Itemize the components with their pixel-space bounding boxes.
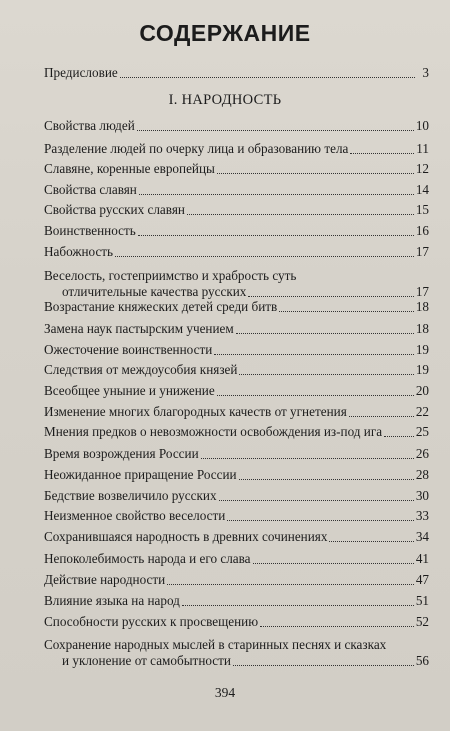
toc-leader-dots xyxy=(253,563,414,564)
toc-entry-title: Неизменное свойство веселости xyxy=(44,508,226,523)
toc-entry-continuation xyxy=(44,284,429,300)
toc-entry xyxy=(44,141,429,157)
toc-leader-dots xyxy=(115,256,414,257)
toc-entry-title: Следствия от междоусобия князей xyxy=(44,362,238,377)
toc-entry-page: 17 xyxy=(415,284,429,299)
toc-leader-dots xyxy=(217,395,414,396)
toc-leader-dots xyxy=(248,296,413,297)
toc-entry-page: 51 xyxy=(415,593,429,608)
toc-leader-dots xyxy=(138,235,414,236)
toc-entry-page: 17 xyxy=(415,244,429,259)
toc-leader-dots xyxy=(217,173,414,174)
toc-entry-title: Действие народности xyxy=(44,572,166,587)
toc-leader-dots xyxy=(349,416,414,417)
toc-entry xyxy=(44,529,429,545)
toc-entry-page: 25 xyxy=(415,424,429,439)
toc-leader-dots xyxy=(236,333,414,334)
toc-entry xyxy=(44,488,429,504)
toc-entry-page: 15 xyxy=(415,202,429,217)
toc-leader-dots xyxy=(137,130,414,131)
toc-entry-page: 12 xyxy=(415,161,429,176)
toc-entry-title: Сохранение народных мыслей в старинных песнях и сказках xyxy=(44,637,387,652)
toc-leader-dots xyxy=(187,214,414,215)
toc-entry-page: 28 xyxy=(415,467,429,482)
toc-entry-title: Свойства славян xyxy=(44,182,137,197)
toc-entry-page: 52 xyxy=(415,614,429,629)
toc-entry-title: Воинственность xyxy=(44,223,136,238)
toc-entry-title: Набожность xyxy=(44,244,114,259)
page-number: 394 xyxy=(214,685,236,700)
toc-entry-page: 30 xyxy=(415,488,429,503)
toc-entry-title: Непоколебимость народа и его слава xyxy=(44,551,251,566)
toc-entry-page: 41 xyxy=(415,551,429,566)
toc-entry xyxy=(44,202,429,218)
toc-entry-continuation xyxy=(44,653,429,669)
toc-entry-title: Влияние языка на народ xyxy=(44,593,180,608)
toc-entry xyxy=(44,362,429,378)
toc-entry-title: Способности русских к просвещению xyxy=(44,614,259,629)
toc-leader-dots xyxy=(219,500,414,501)
toc-entry xyxy=(44,342,429,358)
toc-entry xyxy=(44,467,429,483)
toc-entry-title: Ожесточение воинственности xyxy=(44,342,213,357)
toc-entry-title: Всеобщее уныние и унижение xyxy=(44,383,215,398)
toc-leader-dots xyxy=(167,584,414,585)
toc-entry-page: 22 xyxy=(415,404,429,419)
toc-entry-page: 33 xyxy=(415,508,429,523)
toc-entry-title: Свойства русских славян xyxy=(44,202,185,217)
toc-entry xyxy=(44,118,429,134)
toc-leader-dots xyxy=(329,541,413,542)
toc-entry xyxy=(44,551,429,567)
toc-entry-page: 34 xyxy=(415,529,429,544)
toc-leader-dots xyxy=(260,626,414,627)
toc-entry-title: Изменение многих благородных качеств от угнетения xyxy=(44,404,347,419)
toc-entry-title: Время возрождения России xyxy=(44,446,199,461)
toc-entry-title: Свойства людей xyxy=(44,118,135,133)
toc-entry-page: 14 xyxy=(415,182,429,197)
toc-entry-title: Веселость, гостеприимство и храбрость суть xyxy=(44,268,297,283)
toc-entry xyxy=(44,637,429,669)
toc-entry xyxy=(44,383,429,399)
toc-entry-preface xyxy=(44,65,429,81)
toc-entry-title: Предисловие xyxy=(44,65,118,80)
toc-entry xyxy=(44,446,429,462)
toc-entry xyxy=(44,508,429,524)
toc-entry-title: Сохранившаяся народность в древних сочинениях xyxy=(44,529,328,544)
toc-leader-dots xyxy=(214,354,414,355)
toc-entry-page: 11 xyxy=(416,141,429,156)
toc-entry-title: Бедствие возвеличило русских xyxy=(44,488,217,503)
toc-leader-dots xyxy=(384,436,414,437)
toc-entry-page: 56 xyxy=(415,653,429,668)
toc-entry-title: Славяне, коренные европейцы xyxy=(44,161,215,176)
toc-entry-page: 19 xyxy=(415,362,429,377)
toc-leader-dots xyxy=(233,665,414,666)
toc-entry-page: 18 xyxy=(415,321,429,336)
toc-entry-page: 18 xyxy=(415,299,429,314)
section-heading: I. НАРОДНОСТЬ xyxy=(168,92,282,108)
toc-leader-dots xyxy=(279,311,414,312)
toc-entry xyxy=(44,614,429,630)
toc-entry-page: 20 xyxy=(415,383,429,398)
toc-entry xyxy=(44,593,429,609)
toc-entry-page: 16 xyxy=(415,223,429,238)
toc-leader-dots xyxy=(120,77,415,78)
toc-entry-title: Неожиданное приращение России xyxy=(44,467,237,482)
toc-leader-dots xyxy=(182,605,414,606)
toc-entry xyxy=(44,404,429,420)
toc-leader-dots xyxy=(201,458,414,459)
toc-entry xyxy=(44,268,429,300)
toc-entry xyxy=(44,299,429,315)
toc-entry-title: Замена наук пастырским учением xyxy=(44,321,234,336)
toc-entry-page: 47 xyxy=(415,572,429,587)
toc-entry-title: Разделение людей по очерку лица и образованию тела xyxy=(44,141,349,156)
toc-entry-title: Мнения предков о невозможности освобождения из-под ига xyxy=(44,424,383,439)
toc-leader-dots xyxy=(350,153,414,154)
toc-entry xyxy=(44,223,429,239)
toc-entry-title-continued: и уклонение от самобытности xyxy=(62,653,231,668)
toc-entry-page: 10 xyxy=(415,118,429,133)
page-title: СОДЕРЖАНИЕ xyxy=(139,20,311,46)
toc-entry-page: 3 xyxy=(422,65,429,80)
toc-entry-title-continued: отличительные качества русских xyxy=(62,284,247,299)
toc-entry-page: 26 xyxy=(415,446,429,461)
toc-entry xyxy=(44,572,429,588)
toc-entry-page: 19 xyxy=(415,342,429,357)
toc-entry xyxy=(44,424,429,440)
toc-leader-dots xyxy=(239,479,414,480)
toc-leader-dots xyxy=(239,374,413,375)
toc-leader-dots xyxy=(139,194,414,195)
toc-entry xyxy=(44,161,429,177)
toc-entry xyxy=(44,244,429,260)
toc-entry xyxy=(44,321,429,337)
toc-entry xyxy=(44,182,429,198)
toc-leader-dots xyxy=(227,520,413,521)
toc-entry-title: Возрастание княжеских детей среди битв xyxy=(44,299,278,314)
